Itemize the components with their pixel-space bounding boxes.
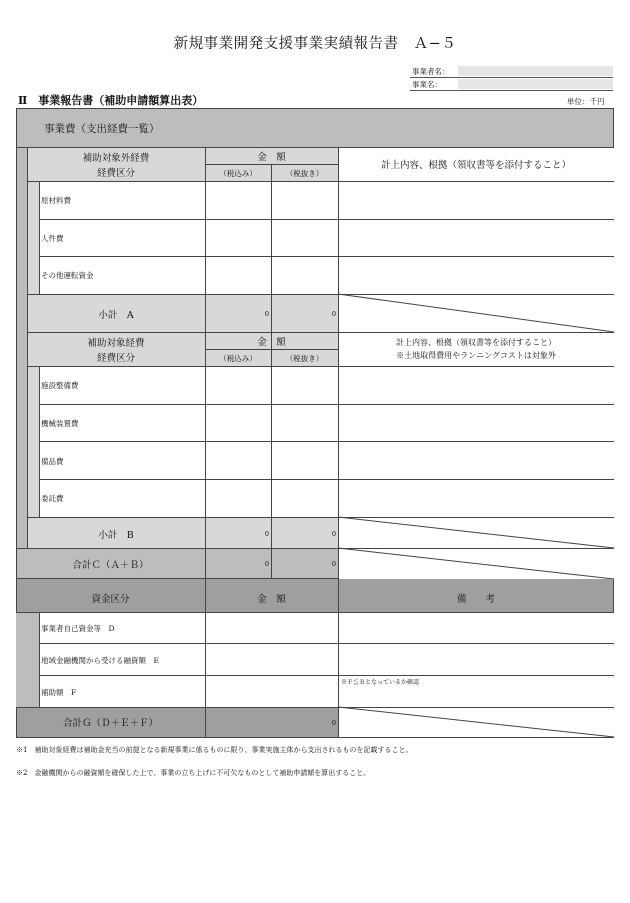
diagonal-slash bbox=[338, 517, 614, 548]
diagonal-slash bbox=[338, 548, 614, 579]
grid-line bbox=[271, 181, 272, 579]
grid-line bbox=[16, 147, 614, 148]
subtotal-b-tax-ex: 0 bbox=[331, 530, 336, 538]
document-title: 新規事業開発支援事業実績報告書 Ａ−５ bbox=[173, 36, 457, 52]
footnote-1: ※1 補助対象経費は補助金充当の前提となる新規事業に係るものに限り、事業実施主体から支出されるものを記載すること。 bbox=[16, 746, 413, 754]
total-c-label: 合計Ｃ（Ａ＋Ｂ） bbox=[72, 560, 149, 571]
info-divider bbox=[410, 90, 613, 91]
row-own-funds: 事業者自己資金等 D bbox=[41, 624, 115, 633]
grid-line bbox=[27, 366, 614, 367]
block-b-basis-line2: ※土地取得費用やランニングコストは対象外 bbox=[396, 351, 556, 360]
diagonal-slash bbox=[338, 294, 614, 332]
total-g-value: 0 bbox=[331, 719, 336, 727]
row-raw-materials: 原材料費 bbox=[41, 196, 71, 205]
block-a-amount-label: 金 額 bbox=[257, 152, 286, 163]
row-bank-loan: 地域金融機関から受ける融資額 E bbox=[41, 656, 159, 665]
grid-line bbox=[39, 181, 40, 294]
subtotal-b-label: 小計 B bbox=[98, 530, 134, 541]
row-outsourcing: 委託費 bbox=[41, 494, 64, 503]
funding-col-remarks: 備 考 bbox=[456, 594, 495, 605]
footnote-2: ※2 金融機関からの融資額を確保した上で、事業の立ち上げに不可欠なものとして補助申請額を算出すること。 bbox=[16, 769, 371, 777]
grid-line bbox=[205, 147, 206, 579]
total-g-label: 合計Ｇ（Ｄ＋Ｅ＋Ｆ） bbox=[62, 718, 158, 729]
block-b-tax-ex: （税抜き） bbox=[285, 354, 324, 363]
block-b-amount-label: 金 額 bbox=[257, 337, 286, 348]
grid-line bbox=[39, 219, 614, 220]
block-b-tax-in: （税込み） bbox=[219, 354, 257, 363]
business-label: 事業名： bbox=[412, 80, 442, 89]
grid-line bbox=[205, 579, 206, 738]
grid-line bbox=[205, 164, 338, 165]
row-facility: 施設整備費 bbox=[41, 381, 79, 390]
row-labor: 人件費 bbox=[41, 234, 64, 243]
row-machinery: 機械装置費 bbox=[41, 419, 79, 428]
grid-line bbox=[16, 612, 614, 613]
grid-line bbox=[39, 404, 614, 405]
block-b-label-2: 経費区分 bbox=[96, 353, 135, 364]
subtotal-b-tax-in: 0 bbox=[264, 530, 269, 538]
grid-line bbox=[271, 349, 272, 366]
funding-col-category: 資金区分 bbox=[91, 594, 130, 605]
grid-line bbox=[39, 256, 614, 257]
diagonal-slash bbox=[338, 707, 614, 737]
grid-line bbox=[27, 332, 614, 333]
block-a-tax-ex: （税抜き） bbox=[285, 169, 324, 178]
section-title: Ⅱ 事業報告書（補助申請額算出表） bbox=[18, 94, 204, 107]
grid-line bbox=[338, 147, 339, 579]
operator-label: 事業者名： bbox=[412, 67, 450, 76]
block-a-tax-in: （税込み） bbox=[219, 169, 257, 178]
block-a-basis-label: 計上内容、根拠（領収書等を添付すること） bbox=[380, 160, 571, 171]
grid-line bbox=[39, 675, 614, 676]
business-field[interactable] bbox=[458, 79, 613, 89]
unit-label: 単位：千円 bbox=[567, 97, 605, 106]
block-a-label-1: 補助対象外経費 bbox=[82, 153, 150, 164]
info-divider bbox=[410, 77, 613, 78]
grid-line bbox=[27, 181, 614, 182]
funding-indent bbox=[16, 612, 39, 707]
funding-col-amount: 金 額 bbox=[257, 594, 286, 605]
block-b-label-1: 補助対象経費 bbox=[87, 338, 145, 349]
grid-line bbox=[39, 612, 40, 707]
block-b-basis-bg bbox=[338, 332, 614, 548]
total-c-tax-ex: 0 bbox=[331, 560, 336, 568]
operator-field[interactable] bbox=[458, 66, 613, 76]
subtotal-a-tax-ex: 0 bbox=[331, 310, 336, 318]
row-subsidy: 補助額 F bbox=[41, 688, 77, 697]
row-equipment: 備品費 bbox=[41, 457, 64, 466]
grid-line bbox=[39, 479, 614, 480]
grid-line bbox=[39, 643, 614, 644]
block-a-label-2: 経費区分 bbox=[96, 168, 135, 179]
subsidy-check-note: ※Ｆ≦Ｂとなっているか確認 bbox=[341, 679, 420, 686]
expense-table-header: 事業費（支出経費一覧） bbox=[44, 123, 160, 135]
grid-line bbox=[39, 441, 614, 442]
row-other-capital: その他運転資金 bbox=[41, 271, 94, 280]
grid-line bbox=[27, 147, 28, 548]
total-c-tax-in: 0 bbox=[264, 560, 269, 568]
subtotal-a-label: 小計 A bbox=[98, 310, 134, 321]
subtotal-a-tax-in: 0 bbox=[264, 310, 269, 318]
grid-line bbox=[271, 164, 272, 181]
block-b-basis-line1: 計上内容、根拠（領収書等を添付すること） bbox=[396, 338, 556, 347]
